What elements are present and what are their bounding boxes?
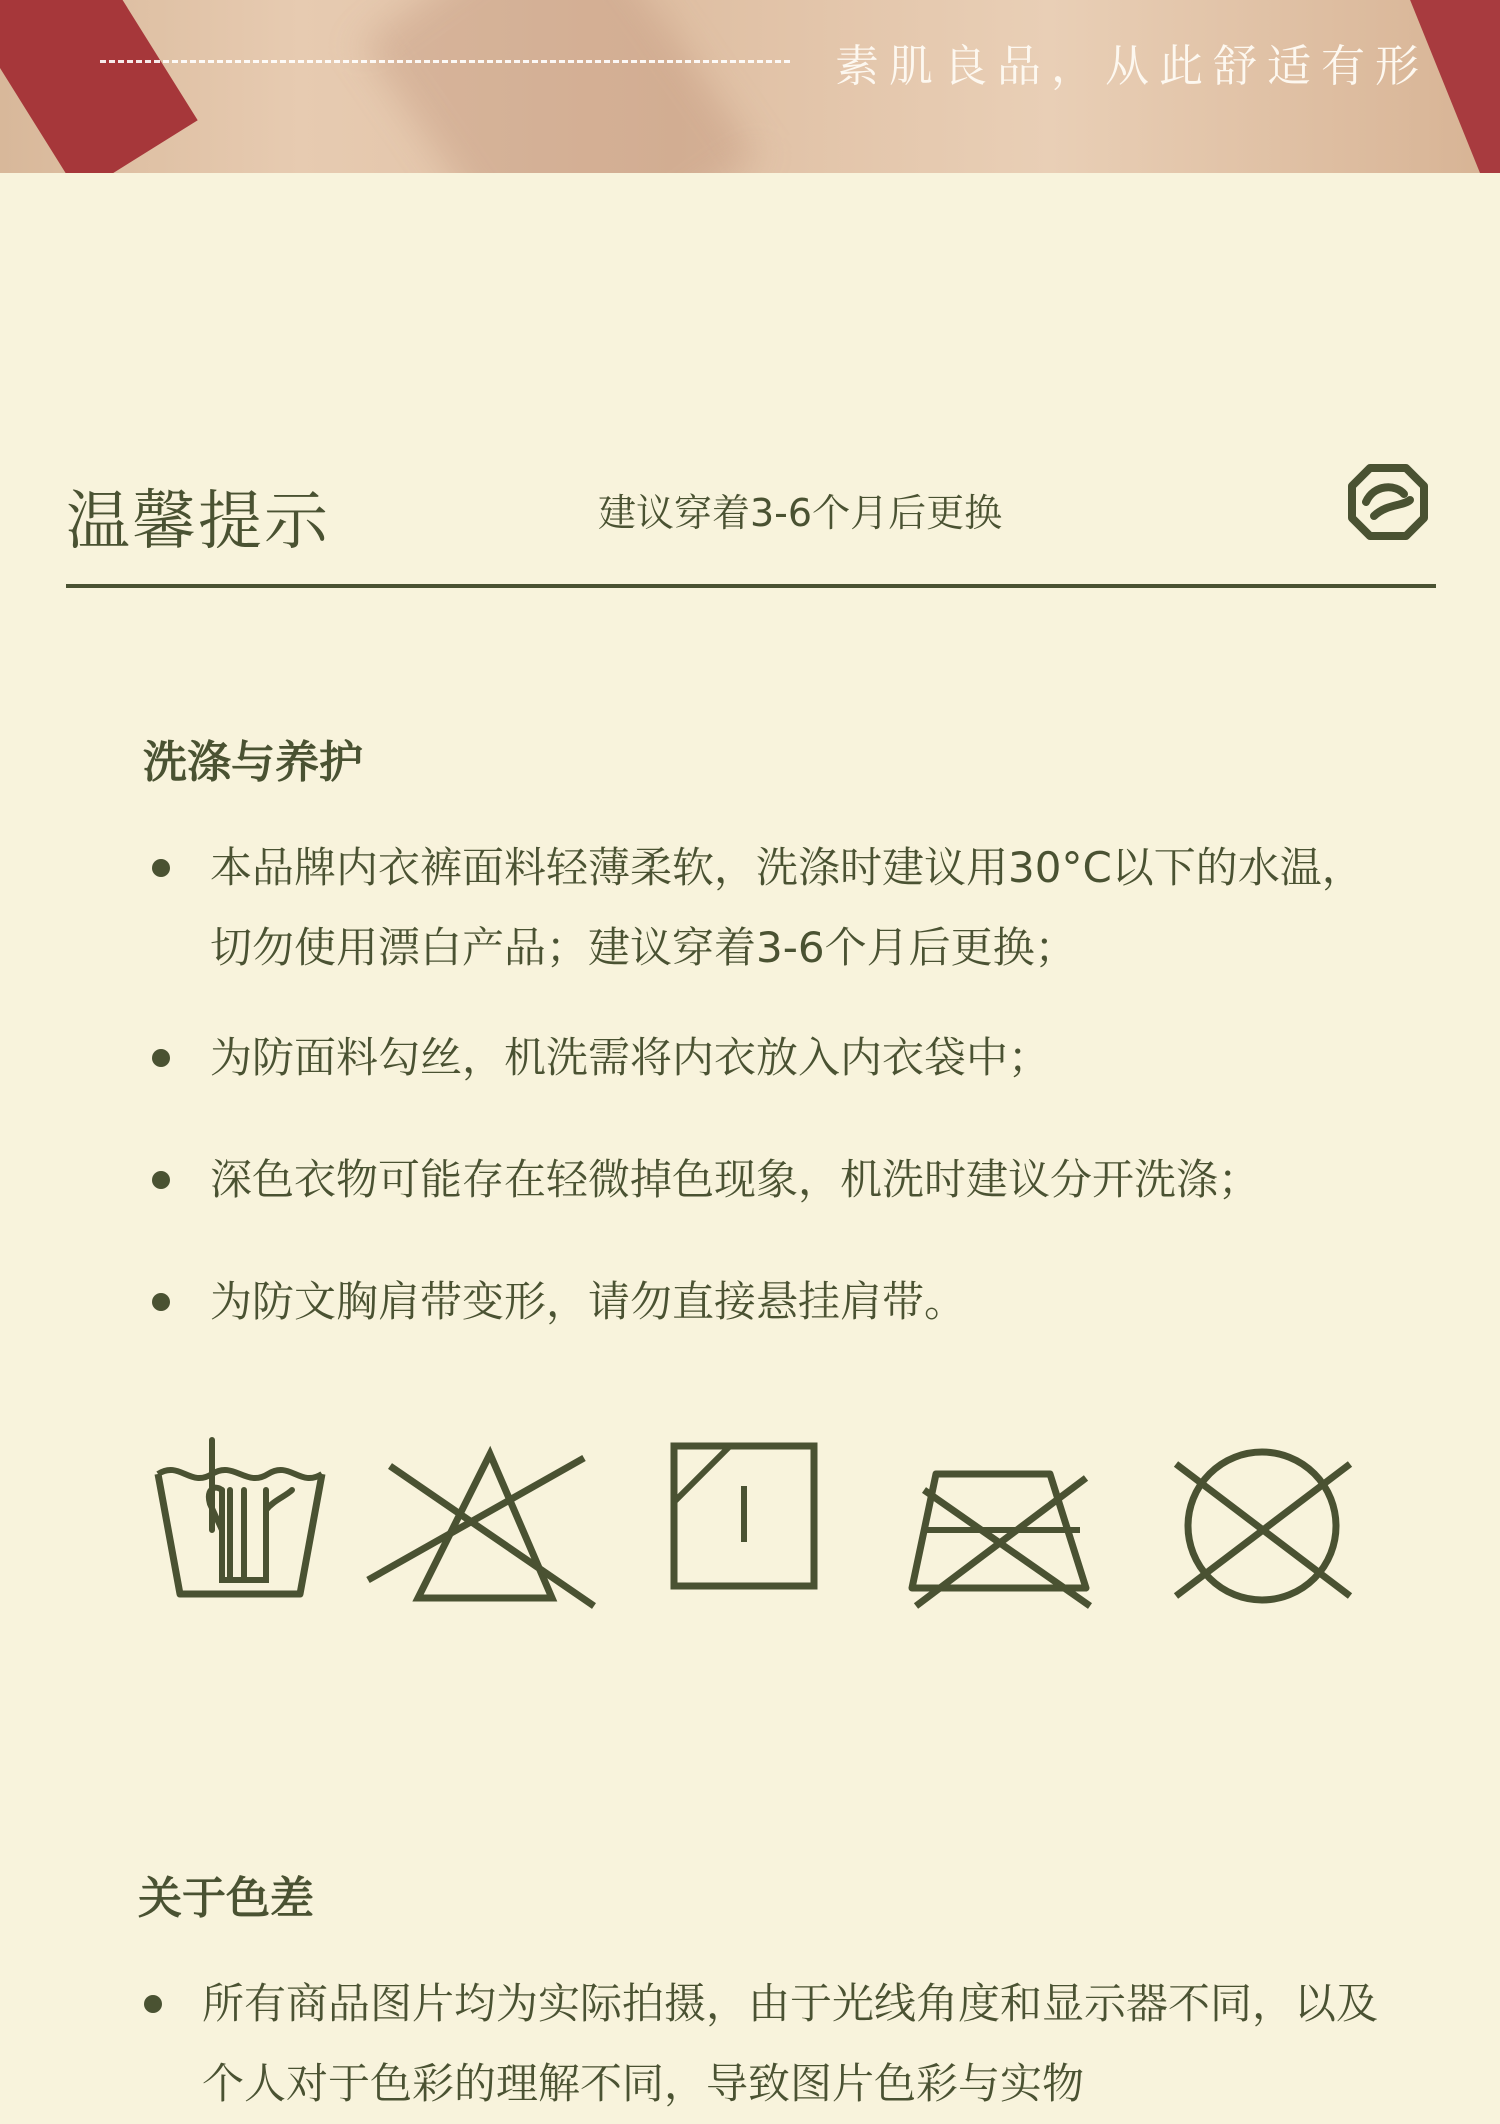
washing-list	[148, 828, 1388, 1342]
list-item-text: 本品牌内衣裤面料轻薄柔软，洗涤时建议用30°C以下的水温，切勿使用漂白产品；建议穿着3-6个月后更换；	[210, 843, 1364, 972]
bullet-dot	[152, 1049, 170, 1067]
banner-dashed-line	[100, 60, 790, 63]
color-heading: 关于色差	[138, 1873, 314, 1924]
list-item-text: 为防面料勾丝，机洗需将内衣放入内衣袋中；	[210, 1033, 1051, 1082]
list-item	[148, 1262, 1388, 1342]
bullet-dot	[152, 1171, 170, 1189]
no-bleach-icon	[360, 1430, 600, 1610]
banner-slogan: 素肌良品，从此舒适有形	[835, 41, 1429, 92]
no-iron-icon	[900, 1430, 1110, 1610]
care-icons-row	[140, 1430, 1380, 1630]
banner-strap-left	[0, 0, 198, 173]
brand-logo-icon	[1340, 454, 1436, 550]
tips-title: 温馨提示	[66, 485, 330, 559]
bullet-dot	[152, 1293, 170, 1311]
bullet-dot	[144, 1995, 162, 2013]
banner-shadow	[362, 0, 759, 173]
no-dry-clean-icon	[1170, 1430, 1360, 1610]
hand-wash-icon	[150, 1430, 330, 1610]
header-divider	[66, 584, 1436, 588]
list-item-text: 深色衣物可能存在轻微掉色现象，机洗时建议分开洗涤；	[210, 1155, 1261, 1204]
line-dry-icon	[670, 1442, 820, 1592]
tips-subtitle: 建议穿着3-6个月后更换	[598, 491, 1003, 535]
hero-banner	[0, 0, 1500, 173]
washing-heading: 洗涤与养护	[143, 737, 363, 788]
list-item-text: 为防文胸肩带变形，请勿直接悬挂肩带。	[210, 1277, 967, 1326]
list-item	[148, 828, 1388, 988]
list-item	[148, 1018, 1388, 1098]
list-item	[140, 1964, 1380, 2124]
color-list	[140, 1964, 1380, 2124]
list-item	[148, 1140, 1388, 1220]
bullet-dot	[152, 859, 170, 877]
list-item-text: 所有商品图片均为实际拍摄，由于光线角度和显示器不同，以及个人对于色彩的理解不同，导致图片色彩与实物	[202, 1979, 1379, 2108]
